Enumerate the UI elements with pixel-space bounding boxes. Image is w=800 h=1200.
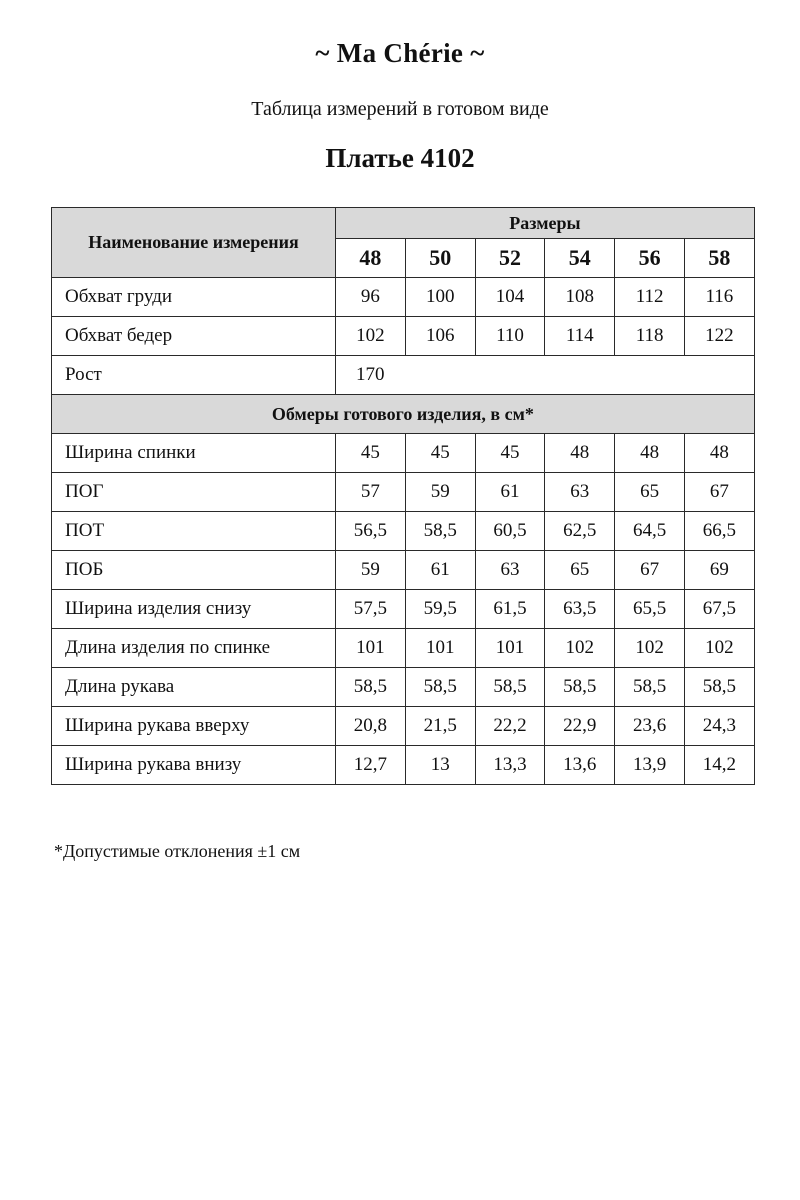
measurement-value: 67 bbox=[684, 473, 754, 512]
measurement-label: Ширина рукава вверху bbox=[52, 707, 336, 746]
measurement-value: 63,5 bbox=[545, 590, 615, 629]
measurement-value: 58,5 bbox=[615, 668, 685, 707]
measurement-value: 58,5 bbox=[684, 668, 754, 707]
measurement-value: 57 bbox=[336, 473, 406, 512]
measurement-value: 13,3 bbox=[475, 746, 545, 785]
measurement-value: 96 bbox=[336, 278, 406, 317]
measurement-value: 118 bbox=[615, 317, 685, 356]
measurement-value: 104 bbox=[475, 278, 545, 317]
measurement-label: Ширина спинки bbox=[52, 434, 336, 473]
measurement-value: 69 bbox=[684, 551, 754, 590]
measurement-value: 64,5 bbox=[615, 512, 685, 551]
measurement-value: 13,6 bbox=[545, 746, 615, 785]
measurement-label: Ширина рукава внизу bbox=[52, 746, 336, 785]
measurement-value: 101 bbox=[336, 629, 406, 668]
measurement-label: Обхват груди bbox=[52, 278, 336, 317]
measurement-value: 61 bbox=[475, 473, 545, 512]
size-header-cell: 52 bbox=[475, 239, 545, 278]
table-row bbox=[52, 278, 755, 317]
measurement-value: 59 bbox=[405, 473, 475, 512]
measurement-table bbox=[51, 207, 755, 785]
measurement-value: 45 bbox=[336, 434, 406, 473]
measurement-label: Длина изделия по спинке bbox=[52, 629, 336, 668]
measurement-value: 45 bbox=[475, 434, 545, 473]
measurement-value: 48 bbox=[615, 434, 685, 473]
measurement-value: 60,5 bbox=[475, 512, 545, 551]
measurement-value: 58,5 bbox=[405, 512, 475, 551]
table-row bbox=[52, 707, 755, 746]
table-row bbox=[52, 512, 755, 551]
measurement-value: 62,5 bbox=[545, 512, 615, 551]
section-title: Обмеры готового изделия, в см* bbox=[52, 395, 755, 434]
measurement-value: 116 bbox=[684, 278, 754, 317]
table-row bbox=[52, 434, 755, 473]
measurement-value: 13,9 bbox=[615, 746, 685, 785]
table-row bbox=[52, 746, 755, 785]
measurement-value: 110 bbox=[475, 317, 545, 356]
height-value: 170 bbox=[336, 356, 755, 395]
measurement-value: 12,7 bbox=[336, 746, 406, 785]
table-row bbox=[52, 629, 755, 668]
measurement-value: 100 bbox=[405, 278, 475, 317]
measurement-value: 14,2 bbox=[684, 746, 754, 785]
measurement-value: 106 bbox=[405, 317, 475, 356]
brand-title: ~ Ma Chérie ~ bbox=[315, 38, 485, 68]
measurement-value: 13 bbox=[405, 746, 475, 785]
sizes-header: Размеры bbox=[336, 208, 755, 239]
table-row bbox=[52, 590, 755, 629]
section-row bbox=[52, 395, 755, 434]
measurement-value: 57,5 bbox=[336, 590, 406, 629]
measurement-name-header: Наименование измерения bbox=[52, 208, 336, 278]
measurement-value: 48 bbox=[545, 434, 615, 473]
measurement-value: 48 bbox=[684, 434, 754, 473]
measurement-label: Ширина изделия снизу bbox=[52, 590, 336, 629]
measurement-value: 22,9 bbox=[545, 707, 615, 746]
measurement-value: 65,5 bbox=[615, 590, 685, 629]
measurement-value: 56,5 bbox=[336, 512, 406, 551]
measurement-value: 65 bbox=[545, 551, 615, 590]
measurement-value: 63 bbox=[475, 551, 545, 590]
size-header-cell: 56 bbox=[615, 239, 685, 278]
measurement-label: ПОГ bbox=[52, 473, 336, 512]
measurement-label: Длина рукава bbox=[52, 668, 336, 707]
measurement-value: 67 bbox=[615, 551, 685, 590]
measurement-value: 59 bbox=[336, 551, 406, 590]
table-row bbox=[52, 551, 755, 590]
tolerance-footnote: *Допустимые отклонения ±1 см bbox=[54, 841, 301, 861]
measurement-value: 102 bbox=[684, 629, 754, 668]
measurement-value: 20,8 bbox=[336, 707, 406, 746]
measurement-value: 122 bbox=[684, 317, 754, 356]
table-header-row bbox=[52, 208, 755, 239]
measurement-value: 102 bbox=[336, 317, 406, 356]
measurement-value: 63 bbox=[545, 473, 615, 512]
size-header-cell: 50 bbox=[405, 239, 475, 278]
measurement-value: 58,5 bbox=[545, 668, 615, 707]
measurement-value: 101 bbox=[405, 629, 475, 668]
document-subtitle: Таблица измерений в готовом виде bbox=[251, 98, 549, 120]
measurement-label: ПОТ bbox=[52, 512, 336, 551]
measurement-value: 102 bbox=[545, 629, 615, 668]
table-row bbox=[52, 317, 755, 356]
measurement-value: 67,5 bbox=[684, 590, 754, 629]
measurement-value: 61 bbox=[405, 551, 475, 590]
table-row bbox=[52, 473, 755, 512]
measurement-value: 108 bbox=[545, 278, 615, 317]
height-label: Рост bbox=[52, 356, 336, 395]
measurement-value: 58,5 bbox=[405, 668, 475, 707]
measurement-value: 112 bbox=[615, 278, 685, 317]
measurement-value: 59,5 bbox=[405, 590, 475, 629]
measurement-value: 65 bbox=[615, 473, 685, 512]
size-header-cell: 48 bbox=[336, 239, 406, 278]
measurement-value: 24,3 bbox=[684, 707, 754, 746]
measurement-value: 58,5 bbox=[475, 668, 545, 707]
height-row bbox=[52, 356, 755, 395]
measurement-value: 102 bbox=[615, 629, 685, 668]
measurement-label: ПОБ bbox=[52, 551, 336, 590]
measurement-value: 66,5 bbox=[684, 512, 754, 551]
product-model-title: Платье 4102 bbox=[325, 143, 475, 173]
measurement-value: 45 bbox=[405, 434, 475, 473]
table-row bbox=[52, 668, 755, 707]
measurement-value: 58,5 bbox=[336, 668, 406, 707]
measurement-value: 61,5 bbox=[475, 590, 545, 629]
measurement-value: 21,5 bbox=[405, 707, 475, 746]
size-header-cell: 54 bbox=[545, 239, 615, 278]
measurement-value: 23,6 bbox=[615, 707, 685, 746]
measurement-value: 114 bbox=[545, 317, 615, 356]
measurement-label: Обхват бедер bbox=[52, 317, 336, 356]
size-header-cell: 58 bbox=[684, 239, 754, 278]
measurement-value: 22,2 bbox=[475, 707, 545, 746]
measurement-value: 101 bbox=[475, 629, 545, 668]
